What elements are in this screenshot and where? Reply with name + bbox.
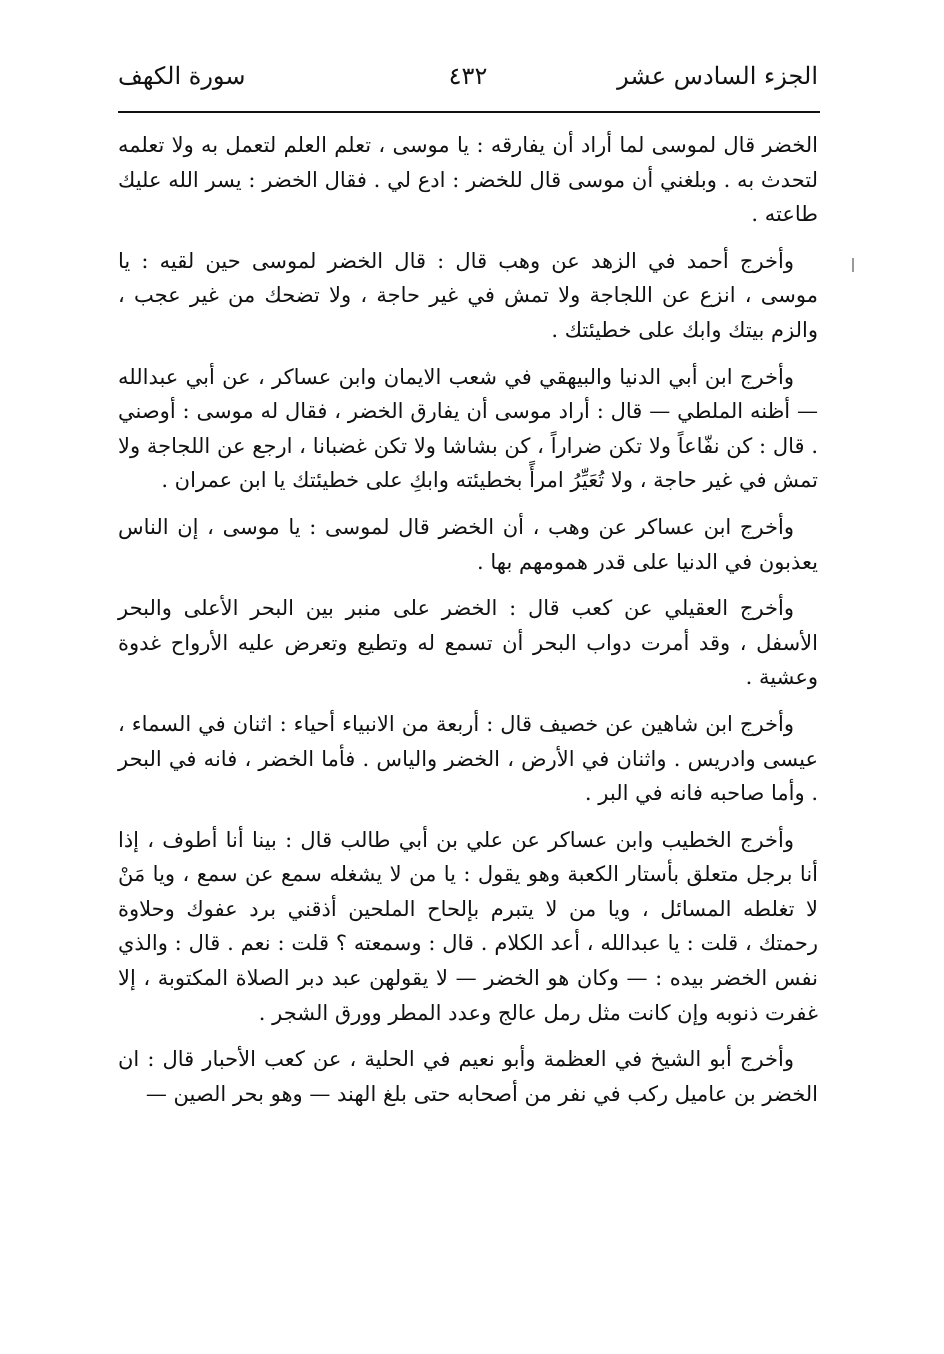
body-text: [118, 128, 818, 1123]
paragraph-3: وأخرج ابن أبي الدنيا والبيهقي في شعب الايمان وابن عساكر ، عن أبي عبدالله — أظنه الملطي — قال : أراد موسى أن يفارق الخضر ، فقال له موسى : أوصني . قال : كن نفّاعاً ولا تكن ضراراً ، كن بشاشا ولا تكن غضبانا ، ارجع عن اللجاجة ولا تمش في غير حاجة ، ولا تُعَيِّرُ امرأً بخطيئته وابكِ على خطيئتك يا ابن عمران .: [118, 364, 818, 493]
part-label: الجزء السادس عشر: [617, 62, 818, 90]
surah-label: سورة الكهف: [118, 62, 246, 90]
paragraph-1: الخضر قال لموسى لما أراد أن يفارقه : يا موسى ، تعلم العلم لتعمل به ولا تعلمه لتحدث به . وبلغني أن موسى قال للخضر : ادع لي . فقال الخضر : يسر الله عليك طاعته .: [118, 133, 818, 227]
page-header: [118, 52, 818, 102]
paragraph-7: وأخرج الخطيب وابن عساكر عن علي بن أبي طالب قال : بينا أنا أطوف ، إذا أنا برجل متعلق بأستار الكعبة وهو يقول : يا من لا يشغله سمع عن سمع ، ويا مَنْ لا تغلطه المسائل ، ويا من لا يتبرم بإلحاح الملحين أذقني برد عفوك وحلاوة رحمتك ، قلت : يا عبدالله ، أعد الكلام . قال : وسمعته ؟ قلت : نعم . قال : والذي نفس الخضر بيده : — وكان هو الخضر — لا يقولهن عبد دبر الصلاة المكتوبة ، إلا غفرت ذنوبه وإن كانت مثل رمل عالج وعدد المطر وورق الشجر .: [118, 827, 818, 1025]
margin-mark: [852, 258, 854, 272]
header-rule: [118, 111, 820, 113]
paragraph-5: وأخرج العقيلي عن كعب قال : الخضر على منبر بين البحر الأعلى والبحر الأسفل ، وقد أمرت دواب البحر أن تسمع له وتطيع وتعرض عليه الأرواح غدوة وعشية .: [118, 596, 818, 690]
page-number: ٤٣٢: [448, 62, 488, 90]
paragraph-2: وأخرج أحمد في الزهد عن وهب قال : قال الخضر لموسى حين لقيه : يا موسى ، انزع عن اللجاجة ولا تمش في غير حاجة ، ولا تضحك من غير عجب ، والزم بيتك وابك على خطيئتك .: [118, 248, 818, 342]
paragraph-6: وأخرج ابن شاهين عن خصيف قال : أربعة من الانبياء أحياء : اثنان في السماء ، عيسى وادريس . واثنان في الأرض ، الخضر والياس . فأما الخضر ، فانه في البحر . وأما صاحبه فانه في البر .: [118, 711, 818, 806]
paragraph-4: وأخرج ابن عساكر عن وهب ، أن الخضر قال لموسى : يا موسى ، إن الناس يعذبون في الدنيا على قدر همومهم بها .: [118, 514, 818, 574]
paragraph-8: وأخرج أبو الشيخ في العظمة وأبو نعيم في الحلية ، عن كعب الأحبار قال : ان الخضر بن عاميل ركب في نفر من أصحابه حتى بلغ الهند — وهو بحر الصين —: [118, 1047, 818, 1106]
